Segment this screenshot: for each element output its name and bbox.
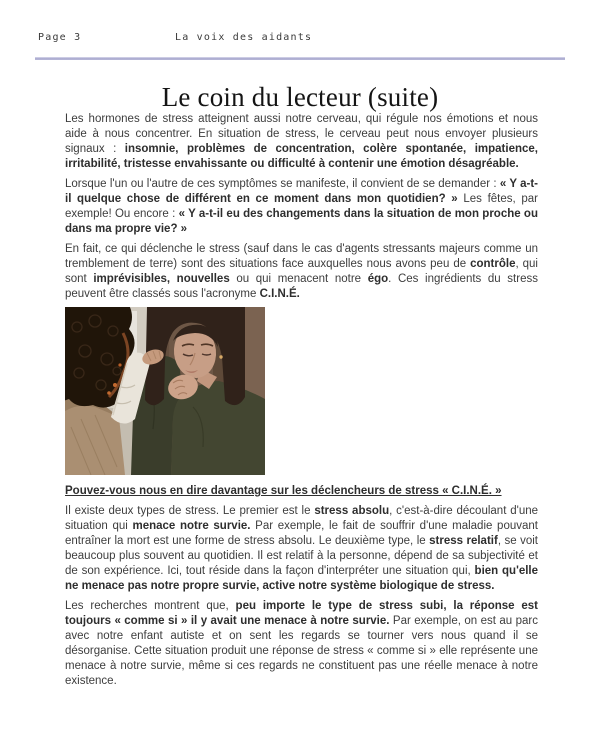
reader-photo [65,307,265,475]
intro-section [65,112,538,302]
question-heading: Pouvez-vous nous en dire davantage sur les déclencheurs de stress « C.I.N.É. » [65,485,502,497]
header-page-number: Page 3 [38,32,82,43]
paragraph: Les recherches montrent que, peu importe le type de stress subi, la réponse est toujours « comme si » il y avait une menace à notre survie. Par exemple, on est au parc avec notre enfant autiste et on sent les regards se tourner vers nous quand il se désorganise. Cette situation produit une réponse de stress « comme si » elle représente une menace à notre survie, même si ces regards ne constituent pas une réelle menace à notre existence. [65,600,539,687]
paragraph: Il existe deux types de stress. Le premier est le stress absolu, c'est-à-dire découlant d'une situation qui menace notre survie. Par exemple, le fait de souffrir d'une maladie pouvant entraîner la mort est une forme de stress absolu. Le deuxième type, le stress relatif, se voit beaucoup plus souvent au quotidien. Il est relatif à la personne, dépend de sa subjectivité et de son expérience. Ici, tout réside dans la façon d'interpréter une situation qui, bien qu'elle ne menace pas notre propre survie, active notre système biologique de stress. [65,505,539,592]
paragraph: Lorsque l'un ou l'autre de ces symptômes se manifeste, il convient de se demander : « Y a-t-il quelque chose de différent en ce moment dans mon quotidien? » Les fêtes, par exemple! Ou encore : « Y a-t-il eu des changements dans la situation de mon proche ou dans ma propre vie? » [65,178,538,235]
answer-section [65,504,538,689]
article-body [65,112,538,694]
header-newsletter-title: La voix des aidants [175,32,313,43]
comforting-scene-illustration [65,307,265,475]
paragraph: Les hormones de stress atteignent aussi notre cerveau, qui régule nos émotions et nous aide à nous concentrer. En situation de stress, le cerveau peut nous envoyer plusieurs signaux : insomnie, problèmes de concentration, colère spontanée, impatience, irritabilité, tristesse envahissante ou difficulté à contenir une émotion désagréable. [65,113,538,170]
header-rule [35,57,565,60]
paragraph: En fait, ce qui déclenche le stress (sauf dans le cas d'agents stressants majeurs comme un tremblement de terre) sont des situations face auxquelles nous avons peu de contrôle, qui sont imprévisibles, nouvelles ou qui menacent notre égo. Ces ingrédients du stress peuvent être classés sous l'acronyme C.I.N.É. [65,243,538,300]
article-title: Le coin du lecteur (suite) [161,82,439,113]
